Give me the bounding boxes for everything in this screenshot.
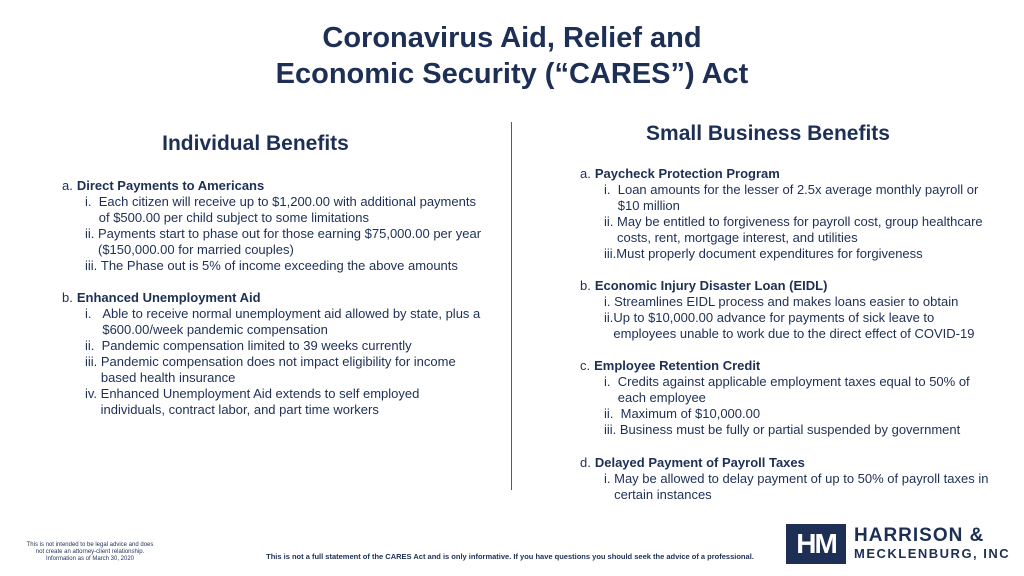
item-number: ii.: [85, 226, 98, 241]
item-text: May be allowed to delay payment of up to 50% of payroll taxes in certain instances: [614, 471, 989, 502]
list-item: [85, 338, 482, 354]
list-item: [604, 246, 1000, 262]
disclaimer-line: Information as of March 30, 2020: [45, 556, 135, 562]
footer-note: This is not a full statement of the CARES Act and is only informative. If you have questions you should seek the advice of a professional.: [266, 552, 754, 561]
section-name: Delayed Payment of Payroll Taxes: [594, 455, 805, 470]
list-item: [85, 386, 482, 418]
item-text: Maximum of $10,000.00: [620, 406, 761, 421]
page-title: [0, 20, 1024, 92]
list-item: [85, 258, 482, 274]
section-employee-retention: [580, 358, 1000, 438]
section-direct-payments: [62, 178, 482, 274]
item-text: Streamlines EIDL process and makes loans easier to obtain: [614, 294, 959, 309]
item-number: i.: [604, 374, 618, 389]
item-number: ii.: [604, 406, 621, 421]
list-item: [85, 354, 482, 386]
small-business-benefits-heading: Small Business Benefits: [646, 122, 890, 145]
item-number: iii.: [604, 422, 620, 437]
section-delayed-payroll-taxes: [580, 455, 1000, 503]
section-name: Direct Payments to Americans: [76, 178, 265, 193]
section-letter: b.: [580, 278, 591, 293]
section-eidl: [580, 278, 1000, 342]
section-heading: [580, 455, 1000, 471]
section-heading: [580, 358, 1000, 374]
item-text: Must properly document expenditures for forgiveness: [616, 246, 923, 261]
section-name: Economic Injury Disaster Loan (EIDL): [594, 278, 828, 293]
list-item: [85, 194, 482, 226]
item-number: i.: [604, 182, 618, 197]
title-line-1: Coronavirus Aid, Relief and: [322, 22, 702, 54]
logo-line-2: MECKLENBURG, INC: [854, 546, 1011, 561]
list-item: [85, 226, 482, 258]
item-number: i.: [85, 306, 103, 321]
section-heading: [62, 178, 482, 194]
item-number: i.: [604, 471, 615, 486]
section-letter: a.: [580, 166, 591, 181]
logo-mark: HM: [786, 524, 846, 564]
legal-disclaimer: [6, 542, 174, 563]
section-name: Employee Retention Credit: [594, 358, 761, 373]
item-text: Pandemic compensation limited to 39 weeks currently: [101, 338, 412, 353]
section-heading: [62, 290, 482, 306]
column-divider: [511, 122, 512, 490]
section-enhanced-unemployment: [62, 290, 482, 418]
title-line-2: Economic Security (“CARES”) Act: [275, 58, 749, 90]
list-item: [604, 422, 1000, 438]
item-number: iii.: [85, 258, 101, 273]
item-text: Credits against applicable employment taxes equal to 50% of each employee: [617, 374, 970, 405]
item-number: i.: [604, 294, 615, 309]
section-letter: d.: [580, 455, 591, 470]
item-number: iv.: [85, 386, 101, 401]
item-text: Payments start to phase out for those earning $75,000.00 per year ($150,000.00 for married couples): [98, 226, 482, 257]
disclaimer-line: not create an attorney-client relationship.: [35, 549, 145, 555]
item-text: May be entitled to forgiveness for payroll cost, group healthcare costs, rent, mortgage interest, and utilities: [617, 214, 983, 245]
item-number: iii.: [85, 354, 101, 369]
item-text: Able to receive normal unemployment aid allowed by state, plus a $600.00/week pandemic compensation: [102, 306, 481, 337]
item-number: ii.: [604, 214, 617, 229]
item-number: i.: [85, 194, 99, 209]
list-item: [604, 406, 1000, 422]
logo-line-1: HARRISON &: [854, 525, 985, 546]
section-name: Paycheck Protection Program: [594, 166, 780, 181]
individual-benefits-heading: Individual Benefits: [162, 132, 349, 155]
list-item: [604, 471, 1000, 503]
item-text: Pandemic compensation does not impact eligibility for income based health insurance: [100, 354, 456, 385]
company-logo: [786, 522, 1014, 566]
item-text: Enhanced Unemployment Aid extends to self employed individuals, contract labor, and part time workers: [100, 386, 420, 417]
list-item: [604, 294, 1000, 310]
item-text: The Phase out is 5% of income exceeding the above amounts: [100, 258, 458, 273]
logo-text: [854, 526, 1010, 562]
section-heading: [580, 278, 1000, 294]
section-letter: c.: [580, 358, 591, 373]
list-item: [85, 306, 482, 338]
list-item: [604, 374, 1000, 406]
item-number: iii.: [604, 246, 617, 261]
section-letter: a.: [62, 178, 73, 193]
section-letter: b.: [62, 290, 73, 305]
item-number: ii.: [604, 310, 614, 325]
disclaimer-line: This is not intended to be legal advice and does: [26, 542, 154, 548]
section-paycheck-protection: [580, 166, 1000, 262]
list-item: [604, 182, 1000, 214]
item-text: Up to $10,000.00 advance for payments of sick leave to employees unable to work due to the direct effect of COVID-19: [613, 310, 975, 341]
section-name: Enhanced Unemployment Aid: [76, 290, 261, 305]
list-item: [604, 214, 1000, 246]
section-heading: [580, 166, 1000, 182]
item-text: Each citizen will receive up to $1,200.00 with additional payments of $500.00 per child subject to some limitations: [98, 194, 476, 225]
item-text: Loan amounts for the lesser of 2.5x average monthly payroll or $10 million: [617, 182, 979, 213]
item-text: Business must be fully or partial suspended by government: [619, 422, 961, 437]
item-number: ii.: [85, 338, 102, 353]
list-item: [604, 310, 1000, 342]
